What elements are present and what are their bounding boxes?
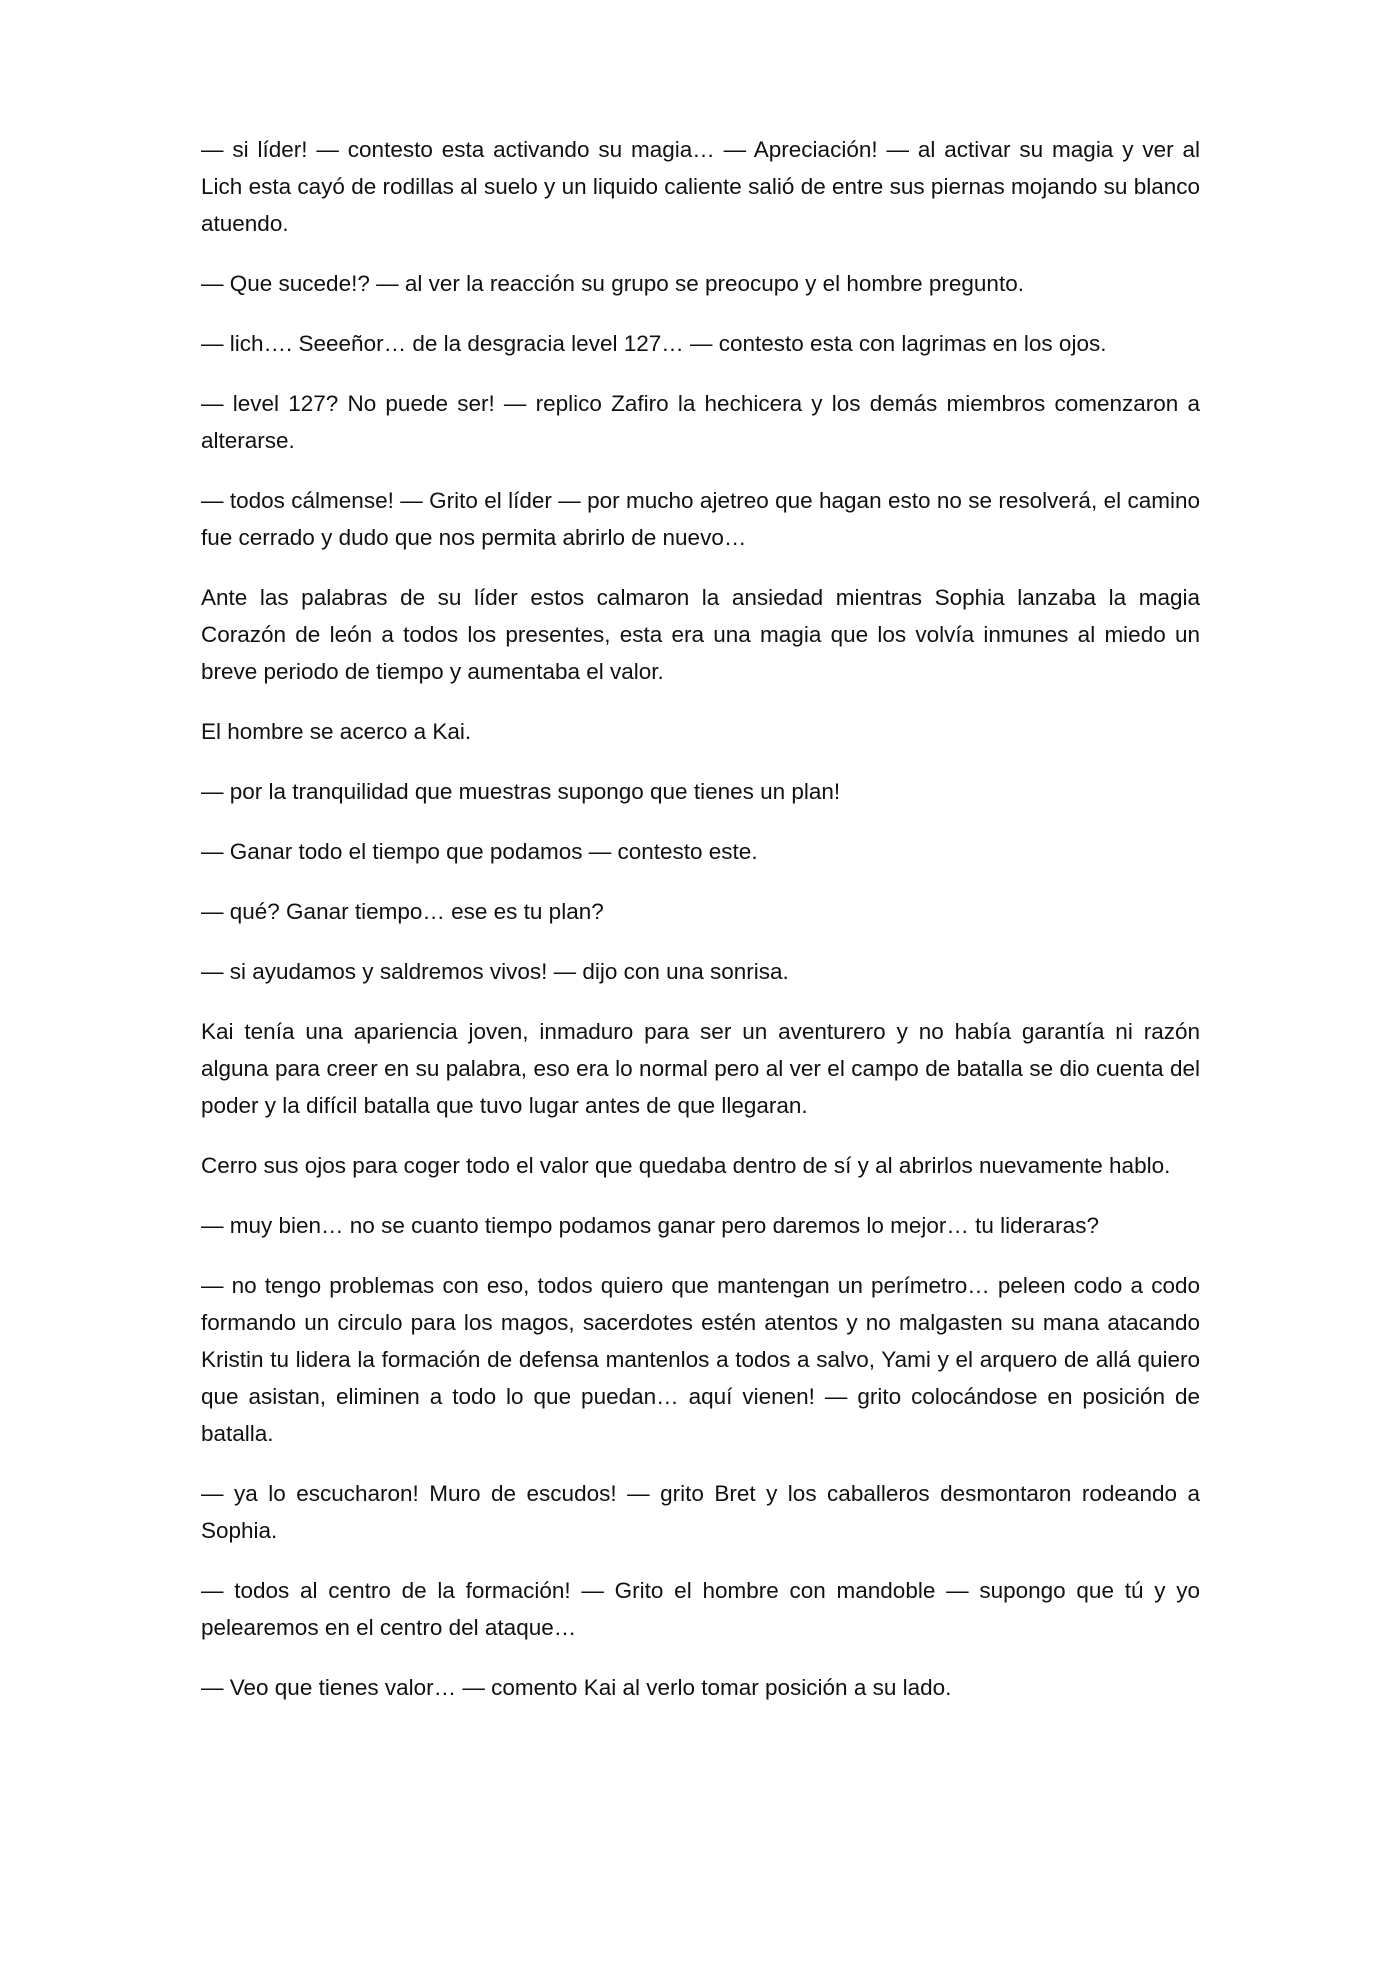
paragraph: — si ayudamos y saldremos vivos! — dijo con una sonrisa.	[201, 959, 789, 984]
paragraph: — por la tranquilidad que muestras supongo que tienes un plan!	[201, 779, 841, 804]
paragraph: Kai tenía una apariencia joven, inmaduro para ser un aventurero y no había garantía ni razón alguna para creer en su palabra, eso era lo normal pero al ver el campo de batalla se dio cuenta del poder y la difícil batalla que tuvo lugar antes de que llegaran.	[201, 1019, 1200, 1118]
paragraph: Ante las palabras de su líder estos calmaron la ansiedad mientras Sophia lanzaba la magia Corazón de león a todos los presentes, esta era una magia que los volvía inmunes al miedo un breve periodo de tiempo y aumentaba el valor.	[201, 585, 1200, 684]
paragraph: — lich…. Seeeñor… de la desgracia level 127… — contesto esta con lagrimas en los ojos.	[201, 331, 1107, 356]
paragraph: — level 127? No puede ser! — replico Zafiro la hechicera y los demás miembros comenzaron a alterarse.	[201, 391, 1200, 453]
body-text	[201, 131, 1200, 1729]
paragraph: — ya lo escucharon! Muro de escudos! — grito Bret y los caballeros desmontaron rodeando a Sophia.	[201, 1481, 1200, 1543]
paragraph: — Ganar todo el tiempo que podamos — contesto este.	[201, 839, 758, 864]
paragraph: — si líder! — contesto esta activando su magia… — Apreciación! — al activar su magia y ver al Lich esta cayó de rodillas al suelo y un liquido caliente salió de entre sus piernas mojando su blanco atuendo.	[201, 137, 1200, 236]
paragraph: — Que sucede!? — al ver la reacción su grupo se preocupo y el hombre pregunto.	[201, 271, 1024, 296]
paragraph: — no tengo problemas con eso, todos quiero que mantengan un perímetro… peleen codo a codo formando un circulo para los magos, sacerdotes estén atentos y no malgasten su mana atacando Kristin tu lidera la formación de defensa mantenlos a todos a salvo, Yami y el arquero de allá quiero que asistan, eliminen a todo lo que puedan… aquí vienen! — grito colocándose en posición de batalla.	[201, 1273, 1200, 1446]
paragraph: — todos cálmense! — Grito el líder — por mucho ajetreo que hagan esto no se resolverá, el camino fue cerrado y dudo que nos permita abrirlo de nuevo…	[201, 488, 1200, 550]
paragraph: Cerro sus ojos para coger todo el valor que quedaba dentro de sí y al abrirlos nuevamente hablo.	[201, 1153, 1171, 1178]
paragraph: — qué? Ganar tiempo… ese es tu plan?	[201, 899, 604, 924]
paragraph: El hombre se acerco a Kai.	[201, 719, 472, 744]
paragraph: — todos al centro de la formación! — Grito el hombre con mandoble — supongo que tú y yo pelearemos en el centro del ataque…	[201, 1578, 1200, 1640]
paragraph: — muy bien… no se cuanto tiempo podamos ganar pero daremos lo mejor… tu lideraras?	[201, 1213, 1099, 1238]
paragraph: — Veo que tienes valor… — comento Kai al verlo tomar posición a su lado.	[201, 1675, 952, 1700]
